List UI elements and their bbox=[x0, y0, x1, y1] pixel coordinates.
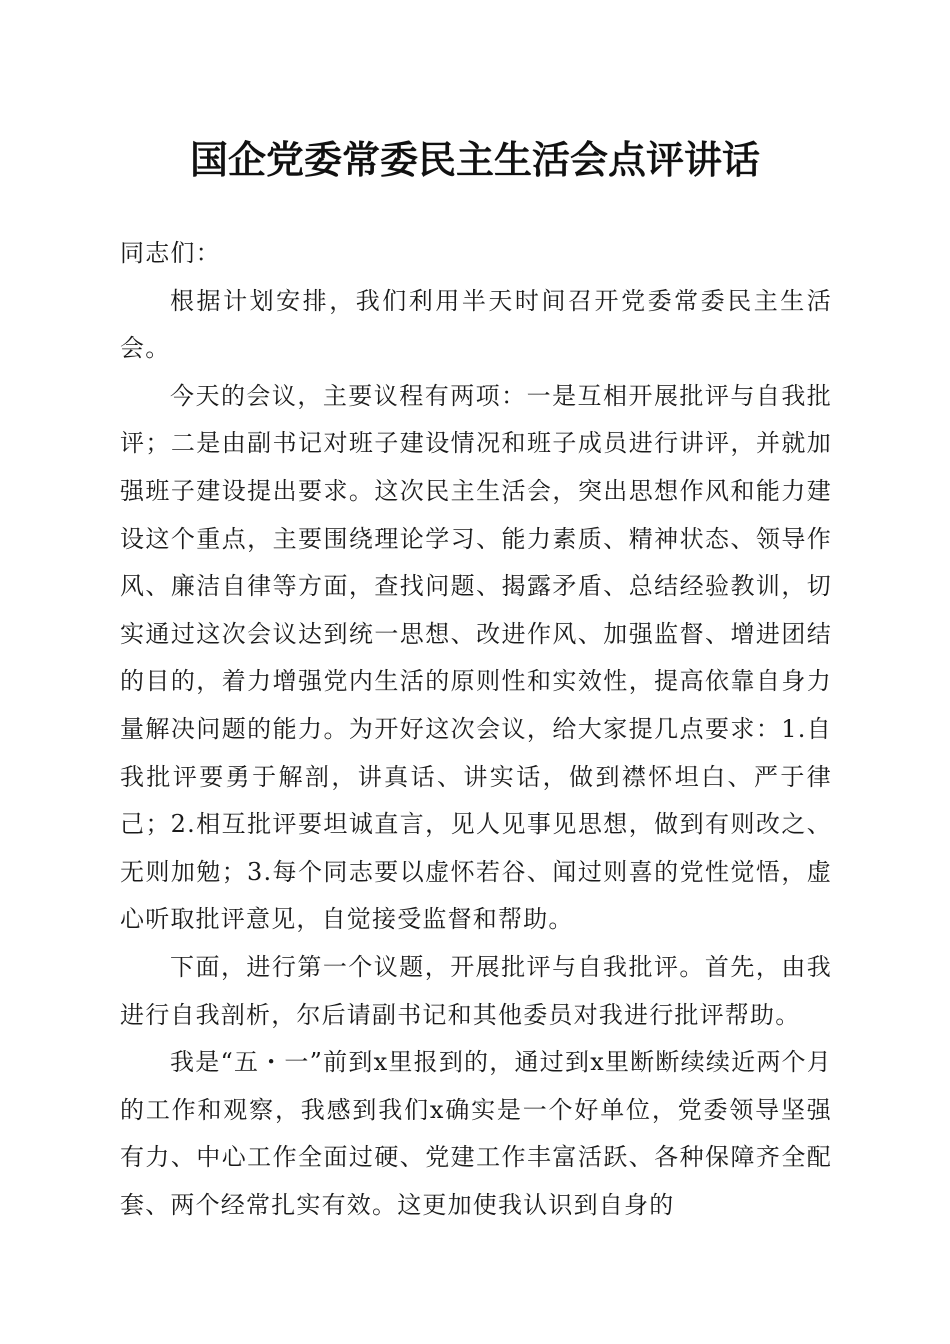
document-title: 国企党委常委民主生活会点评讲话 bbox=[189, 137, 760, 182]
paragraph: 下面，进行第一个议题，开展批评与自我批评。首先，由我进行自我剖析，尔后请副书记和其他委员对我进行批评帮助。 bbox=[120, 952, 832, 1029]
paragraph: 今天的会议，主要议程有两项：一是互相开展批评与自我批评；二是由副书记对班子建设情况和班子成员进行讲评，并就加强班子建设提出要求。这次民主生活会，突出思想作风和能力建设这个重点，主要围绕理论学习、能力素质、精神状态、领导作风、廉洁自律等方面，查找问题、揭露矛盾、总结经验教训，切实通过这次会议达到统一思想、改进作风、加强监督、增进团结的目的，着力增强党内生活的原则性和实效性，提高依靠自身力量解决问题的能力。为开好这次会议，给大家提几点要求：1.自我批评要勇于解剖，讲真话、讲实话，做到襟怀坦白、严于律己；2.相互批评要坦诚直言，见人见事见思想，做到有则改之、无则加勉；3.每个同志要以虚怀若谷、闻过则喜的党性觉悟，虚心听取批评意见，自觉接受监督和帮助。 bbox=[120, 381, 832, 934]
paragraph: 根据计划安排，我们利用半天时间召开党委常委民主生活会。 bbox=[120, 286, 832, 363]
paragraph: 我是“五・一”前到x里报到的，通过到x里断断续续近两个月的工作和观察，我感到我们x确实是一个好单位，党委领导坚强有力、中心工作全面过硬、党建工作丰富活跃、各种保障齐全配套、两个经常扎实有效。这更加使我认识到自身的 bbox=[120, 1048, 832, 1219]
salutation: 同志们： bbox=[120, 239, 221, 267]
document-body bbox=[120, 230, 832, 1229]
